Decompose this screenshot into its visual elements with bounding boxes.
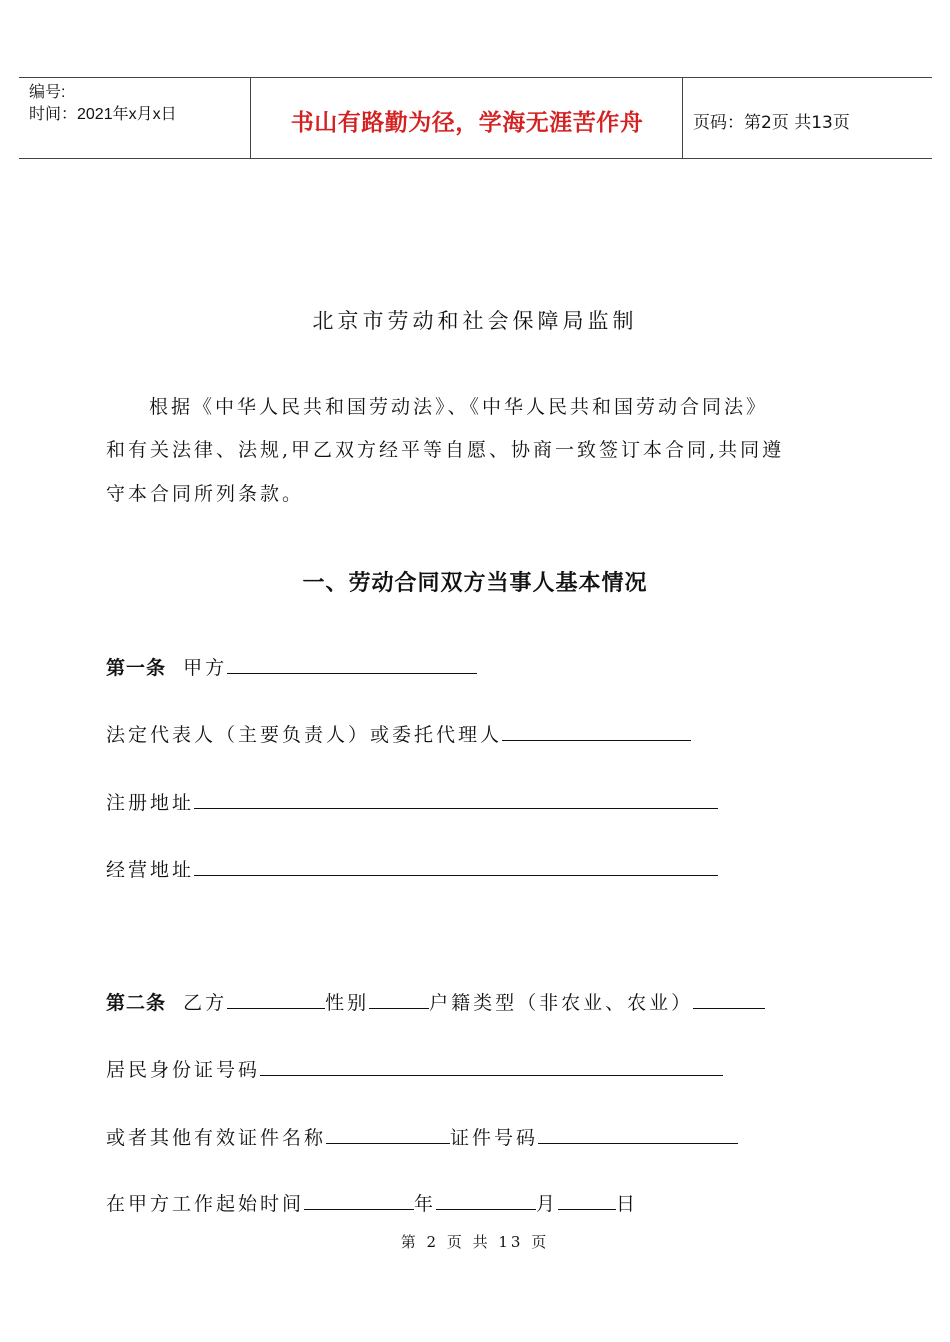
party-b-label: 乙方 bbox=[183, 992, 228, 1014]
header-page-info: 页码：第2页 共13页 bbox=[693, 113, 850, 133]
number-label: 编号: bbox=[29, 84, 66, 101]
reg-address-row bbox=[106, 788, 718, 815]
start-month-field[interactable] bbox=[436, 1190, 536, 1210]
id-number-label: 居民身份证号码 bbox=[106, 1059, 261, 1081]
start-time-row bbox=[106, 1189, 638, 1216]
biz-address-row bbox=[106, 855, 718, 882]
party-a-field[interactable] bbox=[227, 654, 477, 674]
cert-number-label: 证件号码 bbox=[450, 1127, 539, 1149]
article-1-party-a-row bbox=[106, 653, 477, 680]
intro-line-1: 根据《中华人民共和国劳动法》、《中华人民共和国劳动合同法》 bbox=[149, 396, 769, 418]
article-1-label: 第一条 bbox=[106, 657, 167, 679]
other-id-row bbox=[106, 1123, 738, 1150]
header-motto: 书山有路勤为径，学海无涯苦作舟 bbox=[290, 110, 644, 136]
month-label: 月 bbox=[536, 1193, 559, 1215]
header-divider bbox=[682, 78, 683, 158]
reg-address-field[interactable] bbox=[194, 789, 718, 809]
other-id-field[interactable] bbox=[326, 1124, 450, 1144]
biz-address-field[interactable] bbox=[194, 856, 718, 876]
article-2-party-b-row bbox=[106, 988, 765, 1015]
party-a-label: 甲方 bbox=[183, 657, 228, 679]
reg-address-label: 注册地址 bbox=[106, 792, 195, 814]
intro-line-2: 和有关法律、法规,甲乙双方经平等自愿、协商一致签订本合同,共同遵 bbox=[106, 439, 785, 461]
intro-line-3: 守本合同所列条款。 bbox=[106, 483, 305, 505]
legal-rep-label: 法定代表人（主要负责人）或委托代理人 bbox=[106, 724, 503, 746]
gender-field[interactable] bbox=[369, 989, 429, 1009]
document-header bbox=[19, 77, 932, 159]
gender-label: 性别 bbox=[325, 992, 370, 1014]
section-title: 一、劳动合同双方当事人基本情况 bbox=[302, 571, 648, 596]
start-year-field[interactable] bbox=[304, 1190, 414, 1210]
cert-number-field[interactable] bbox=[538, 1124, 738, 1144]
page-footer: 第 2 页 共 13 页 bbox=[400, 1233, 550, 1251]
header-divider bbox=[250, 78, 251, 158]
id-number-field[interactable] bbox=[260, 1056, 723, 1076]
article-2-label: 第二条 bbox=[106, 992, 167, 1014]
household-type-field[interactable] bbox=[693, 989, 765, 1009]
party-b-field[interactable] bbox=[227, 989, 325, 1009]
legal-rep-row bbox=[106, 720, 691, 747]
start-time-label: 在甲方工作起始时间 bbox=[106, 1193, 305, 1215]
document-title: 北京市劳动和社会保障局监制 bbox=[312, 309, 638, 333]
year-label: 年 bbox=[414, 1193, 437, 1215]
biz-address-label: 经营地址 bbox=[106, 859, 195, 881]
household-type-label: 户籍类型（非农业、农业） bbox=[429, 992, 694, 1014]
legal-rep-field[interactable] bbox=[502, 721, 691, 741]
day-label: 日 bbox=[616, 1193, 639, 1215]
time-label: 时间：2021年x月x日 bbox=[29, 106, 177, 123]
header-meta bbox=[29, 82, 177, 126]
start-day-field[interactable] bbox=[558, 1190, 616, 1210]
id-number-row bbox=[106, 1055, 723, 1082]
other-id-label: 或者其他有效证件名称 bbox=[106, 1127, 327, 1149]
